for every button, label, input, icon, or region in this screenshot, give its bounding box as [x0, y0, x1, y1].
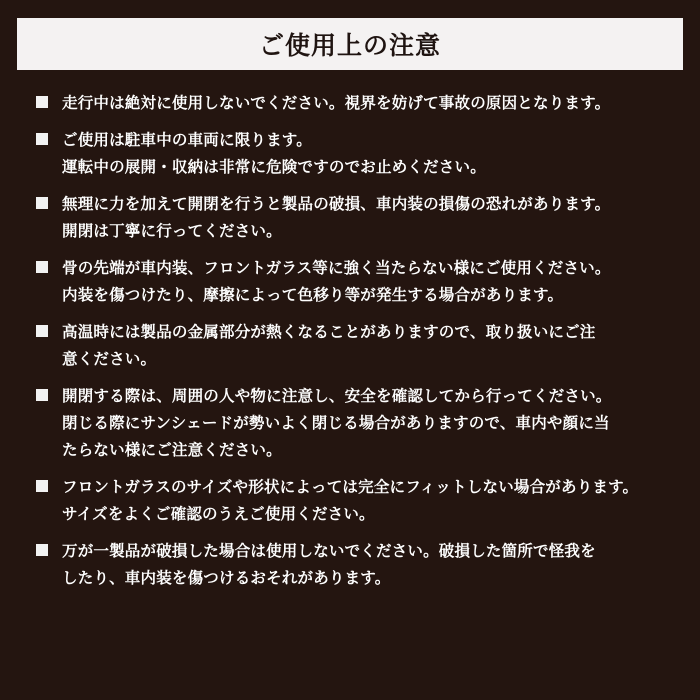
square-bullet-icon	[36, 325, 48, 337]
caution-text-line: 開閉は丁寧に行ってください。	[62, 222, 282, 240]
caution-text-line: たらない様にご注意ください。	[62, 441, 282, 459]
caution-text-line: 内装を傷つけたり、摩擦によって色移り等が発生する場合があります。	[62, 286, 564, 304]
caution-item	[0, 128, 700, 182]
square-bullet-icon	[36, 197, 48, 209]
caution-item	[0, 256, 700, 310]
square-bullet-icon	[36, 544, 48, 556]
caution-text-line: したり、車内装を傷つけるおそれがあります。	[62, 569, 391, 587]
caution-text-line: 万が一製品が破損した場合は使用しないでください。破損した箇所で怪我を	[62, 542, 596, 560]
caution-text-line: 走行中は絶対に使用しないでください。視界を妨げて事故の原因となります。	[62, 94, 611, 112]
title-bar	[17, 18, 683, 70]
caution-text-line: 意ください。	[62, 350, 157, 368]
square-bullet-icon	[36, 261, 48, 273]
caution-text-line: ご使用は駐車中の車両に限ります。	[62, 131, 312, 149]
caution-text-line: 開閉する際は、周囲の人や物に注意し、安全を確認してから行ってください。	[62, 387, 612, 405]
caution-text-line: 無理に力を加えて開閉を行うと製品の破損、車内装の損傷の恐れがあります。	[62, 195, 611, 213]
square-bullet-icon	[36, 480, 48, 492]
caution-text-line: 高温時には製品の金属部分が熱くなることがありますので、取り扱いにご注	[62, 323, 596, 341]
page-title: ご使用上の注意	[258, 31, 441, 60]
caution-item	[0, 320, 700, 374]
caution-text-line: フロントガラスのサイズや形状によっては完全にフィットしない場合があります。	[62, 478, 639, 496]
caution-item	[0, 475, 700, 529]
caution-item	[0, 384, 700, 465]
caution-item	[0, 539, 700, 593]
caution-list	[0, 91, 700, 603]
caution-text-line: 運転中の展開・収納は非常に危険ですのでお止めください。	[62, 158, 486, 176]
square-bullet-icon	[36, 389, 48, 401]
caution-text-line: 骨の先端が車内装、フロントガラス等に強く当たらない様にご使用ください。	[62, 259, 611, 277]
caution-item	[0, 91, 700, 118]
caution-item	[0, 192, 700, 246]
caution-text-line: サイズをよくご確認のうえご使用ください。	[62, 505, 375, 523]
square-bullet-icon	[36, 133, 48, 145]
caution-text-line: 閉じる際にサンシェードが勢いよく閉じる場合がありますので、車内や顔に当	[62, 414, 610, 432]
square-bullet-icon	[36, 96, 48, 108]
